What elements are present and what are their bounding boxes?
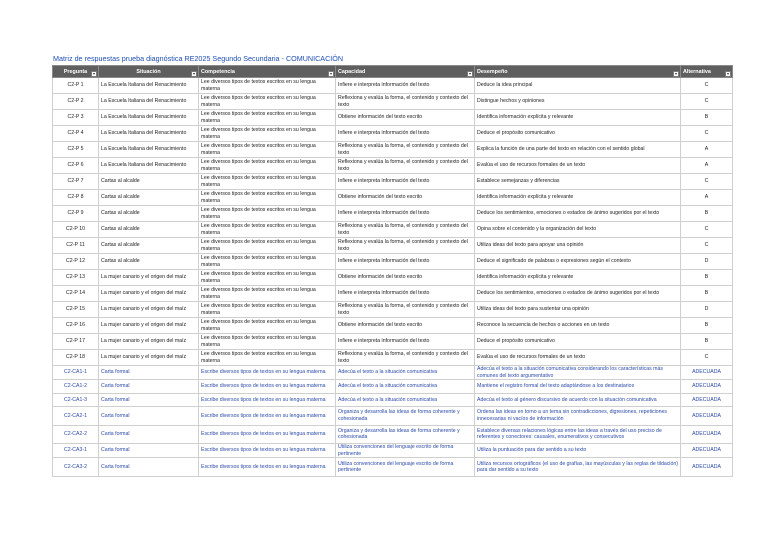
spreadsheet <box>52 52 732 477</box>
situation-cell[interactable]: La Escuela Italiana del Renacimiento <box>99 110 199 126</box>
table-row <box>53 254 733 270</box>
alternativa-cell[interactable]: C <box>681 238 733 254</box>
question-cell[interactable]: C2-CA2-1 <box>53 407 99 426</box>
situation-cell[interactable]: La mujer canario y el origen del maíz <box>99 302 199 318</box>
desempeno-cell[interactable]: Deduce el propósito comunicativo <box>475 334 681 350</box>
alternativa-cell[interactable]: C <box>681 350 733 366</box>
competencia-cell[interactable]: Lee diversos tipos de textos escritos en su lengua materna <box>199 158 336 174</box>
situation-cell[interactable]: La Escuela Italiana del Renacimiento <box>99 78 199 94</box>
table-row <box>53 174 733 190</box>
capacidad-cell[interactable]: Adecúa el texto a la situación comunicativa <box>336 393 475 407</box>
table-row <box>53 158 733 174</box>
table-row <box>53 270 733 286</box>
desempeno-cell[interactable]: Distingue hechos y opiniones <box>475 94 681 110</box>
capacidad-cell[interactable]: Reflexiona y evalúa la forma, el contenido y contexto del texto <box>336 222 475 238</box>
table-body <box>53 78 733 477</box>
competencia-cell[interactable]: Lee diversos tipos de textos escritos en su lengua materna <box>199 126 336 142</box>
competencia-cell[interactable]: Escribe diversos tipos de textos en su lengua materna <box>199 366 336 380</box>
table-row <box>53 126 733 142</box>
table-row <box>53 302 733 318</box>
capacidad-cell[interactable]: Organiza y desarrolla las ideas de forma coherente y cohesionada <box>336 407 475 426</box>
question-cell[interactable]: C2-CA1-1 <box>53 366 99 380</box>
desempeno-cell[interactable]: Deduce el significado de palabras o expresiones según el contexto <box>475 254 681 270</box>
question-cell[interactable]: C2-P 5 <box>53 142 99 158</box>
capacidad-cell[interactable]: Obtiene información del texto escrito <box>336 318 475 334</box>
desempeno-cell[interactable]: Evalúa el uso de recursos formales de un texto <box>475 350 681 366</box>
desempeno-cell[interactable]: Utiliza ideas del texto para sustentar una opinión <box>475 302 681 318</box>
capacidad-cell[interactable]: Reflexiona y evalúa la forma, el contenido y contexto del texto <box>336 302 475 318</box>
table-row <box>53 350 733 366</box>
competencia-cell[interactable]: Lee diversos tipos de textos escritos en su lengua materna <box>199 350 336 366</box>
filter-dropdown-icon[interactable] <box>191 71 197 77</box>
question-cell[interactable]: C2-CA1-2 <box>53 380 99 394</box>
question-cell[interactable]: C2-CA2-2 <box>53 425 99 444</box>
alternativa-cell[interactable]: C <box>681 78 733 94</box>
desempeno-cell[interactable]: Identifica información explícita y relevante <box>475 110 681 126</box>
header-label: Competencia <box>201 68 235 75</box>
header-label: Situación <box>136 68 161 75</box>
desempeno-cell[interactable]: Utiliza ideas del texto para apoyar una opinión <box>475 238 681 254</box>
table-row <box>53 407 733 426</box>
alternativa-cell[interactable]: C <box>681 174 733 190</box>
competencia-cell[interactable]: Lee diversos tipos de textos escritos en su lengua materna <box>199 318 336 334</box>
competencia-cell[interactable]: Lee diversos tipos de textos escritos en su lengua materna <box>199 286 336 302</box>
header-label: Pregunta <box>63 68 88 75</box>
situation-cell[interactable]: La mujer canario y el origen del maíz <box>99 334 199 350</box>
question-cell[interactable]: C2-P 18 <box>53 350 99 366</box>
table-row <box>53 380 733 394</box>
alternativa-cell[interactable]: ADECUADA <box>681 425 733 444</box>
competencia-cell[interactable]: Escribe diversos tipos de textos en su lengua materna <box>199 444 336 458</box>
question-cell[interactable]: C2-P 3 <box>53 110 99 126</box>
competencia-cell[interactable]: Lee diversos tipos de textos escritos en su lengua materna <box>199 222 336 238</box>
question-cell[interactable]: C2-P 15 <box>53 302 99 318</box>
competencia-cell[interactable]: Lee diversos tipos de textos escritos en su lengua materna <box>199 142 336 158</box>
desempeno-cell[interactable]: Opina sobre el contenido y la organización del texto <box>475 222 681 238</box>
filter-dropdown-icon[interactable] <box>467 71 473 77</box>
situation-cell[interactable]: La mujer canario y el origen del maíz <box>99 350 199 366</box>
situation-cell[interactable]: Carta formal <box>99 407 199 426</box>
desempeno-cell[interactable]: Establece semejanzas y diferencias <box>475 174 681 190</box>
situation-cell[interactable]: La Escuela Italiana del Renacimiento <box>99 142 199 158</box>
alternativa-cell[interactable]: A <box>681 190 733 206</box>
desempeno-cell[interactable]: Explica la función de una parte del texto en relación con el sentido global <box>475 142 681 158</box>
capacidad-cell[interactable]: Infiere e interpreta información del texto <box>336 206 475 222</box>
table-row <box>53 222 733 238</box>
situation-cell[interactable]: La Escuela Italiana del Renacimiento <box>99 126 199 142</box>
table-row <box>53 110 733 126</box>
competencia-cell[interactable]: Lee diversos tipos de textos escritos en su lengua materna <box>199 206 336 222</box>
header-desempeno <box>475 66 681 78</box>
alternativa-cell[interactable]: C <box>681 222 733 238</box>
alternativa-cell[interactable]: B <box>681 270 733 286</box>
table-row <box>53 142 733 158</box>
question-cell[interactable]: C2-P 9 <box>53 206 99 222</box>
filter-dropdown-icon[interactable] <box>725 71 731 77</box>
competencia-cell[interactable]: Lee diversos tipos de textos escritos en su lengua materna <box>199 78 336 94</box>
question-cell[interactable]: C2-P 7 <box>53 174 99 190</box>
capacidad-cell[interactable]: Obtiene información del texto escrito <box>336 110 475 126</box>
competencia-cell[interactable]: Lee diversos tipos de textos escritos en su lengua materna <box>199 270 336 286</box>
alternativa-cell[interactable]: ADECUADA <box>681 444 733 458</box>
situation-cell[interactable]: La Escuela Italiana del Renacimiento <box>99 94 199 110</box>
alternativa-cell[interactable]: B <box>681 334 733 350</box>
question-cell[interactable]: C2-P 10 <box>53 222 99 238</box>
situation-cell[interactable]: Carta formal <box>99 458 199 477</box>
capacidad-cell[interactable]: Obtiene información del texto escrito <box>336 270 475 286</box>
header-capacidad <box>336 66 475 78</box>
situation-cell[interactable]: Cartas al alcalde <box>99 174 199 190</box>
competencia-cell[interactable]: Lee diversos tipos de textos escritos en su lengua materna <box>199 334 336 350</box>
capacidad-cell[interactable]: Obtiene información del texto escrito <box>336 190 475 206</box>
capacidad-cell[interactable]: Reflexiona y evalúa la forma, el contenido y contexto del texto <box>336 142 475 158</box>
question-cell[interactable]: C2-P 14 <box>53 286 99 302</box>
situation-cell[interactable]: La mujer canario y el origen del maíz <box>99 286 199 302</box>
table-row <box>53 334 733 350</box>
competencia-cell[interactable]: Lee diversos tipos de textos escritos en su lengua materna <box>199 302 336 318</box>
alternativa-cell[interactable]: ADECUADA <box>681 366 733 380</box>
situation-cell[interactable]: Carta formal <box>99 425 199 444</box>
desempeno-cell[interactable]: Reconoce la secuencia de hechos o acciones en un texto <box>475 318 681 334</box>
question-cell[interactable]: C2-P 4 <box>53 126 99 142</box>
situation-cell[interactable]: Carta formal <box>99 380 199 394</box>
competencia-cell[interactable]: Escribe diversos tipos de textos en su lengua materna <box>199 380 336 394</box>
question-cell[interactable]: C2-P 1 <box>53 78 99 94</box>
competencia-cell[interactable]: Lee diversos tipos de textos escritos en su lengua materna <box>199 190 336 206</box>
situation-cell[interactable]: La Escuela Italiana del Renacimiento <box>99 158 199 174</box>
capacidad-cell[interactable]: Infiere e interpreta información del texto <box>336 174 475 190</box>
capacidad-cell[interactable]: Adecúa el texto a la situación comunicativa <box>336 366 475 380</box>
table-row <box>53 444 733 458</box>
competencia-cell[interactable]: Lee diversos tipos de textos escritos en su lengua materna <box>199 94 336 110</box>
header-pregunta <box>53 66 99 78</box>
alternativa-cell[interactable]: B <box>681 110 733 126</box>
situation-cell[interactable]: Cartas al alcalde <box>99 206 199 222</box>
header-situacion <box>99 66 199 78</box>
sheet-title: Matriz de respuestas prueba diagnóstica RE2025 Segundo Secundaria - COMUNICACIÓN <box>53 54 344 63</box>
desempeno-cell[interactable]: Establece diversas relaciones lógicas entre las ideas a través del uso preciso de referentes y conectores: causales, enumerativos y consecutivos <box>475 425 681 444</box>
alternativa-cell[interactable]: A <box>681 158 733 174</box>
desempeno-cell[interactable]: Deduce el propósito comunicativo <box>475 126 681 142</box>
desempeno-cell[interactable]: Ordena las ideas en torno a un tema sin contradicciones, digresiones, repeticiones innecesarias ni vacíos de información <box>475 407 681 426</box>
table-row <box>53 318 733 334</box>
desempeno-cell[interactable]: Deduce los sentimientos, emociones o estados de ánimo sugeridos por el texto <box>475 286 681 302</box>
desempeno-cell[interactable]: Utiliza recursos ortográficos (el uso de grafías, las mayúsculas y las reglas de tildación) para dar sentido a su texto <box>475 458 681 477</box>
header-label: Capacidad <box>338 68 366 75</box>
situation-cell[interactable]: Carta formal <box>99 393 199 407</box>
alternativa-cell[interactable]: ADECUADA <box>681 458 733 477</box>
capacidad-cell[interactable]: Reflexiona y evalúa la forma, el contenido y contexto del texto <box>336 350 475 366</box>
capacidad-cell[interactable]: Organiza y desarrolla las ideas de forma coherente y cohesionada <box>336 425 475 444</box>
competencia-cell[interactable]: Escribe diversos tipos de textos en su lengua materna <box>199 458 336 477</box>
table-row <box>53 190 733 206</box>
situation-cell[interactable]: Cartas al alcalde <box>99 254 199 270</box>
capacidad-cell[interactable]: Reflexiona y evalúa la forma, el contenido y contexto del texto <box>336 94 475 110</box>
filter-dropdown-icon[interactable] <box>91 71 97 77</box>
table-row <box>53 366 733 380</box>
alternativa-cell[interactable]: C <box>681 94 733 110</box>
question-cell[interactable]: C2-P 17 <box>53 334 99 350</box>
table-row <box>53 238 733 254</box>
question-cell[interactable]: C2-P 2 <box>53 94 99 110</box>
capacidad-cell[interactable]: Infiere e interpreta información del texto <box>336 126 475 142</box>
desempeno-cell[interactable]: Evalúa el uso de recursos formales de un texto <box>475 158 681 174</box>
question-cell[interactable]: C2-P 13 <box>53 270 99 286</box>
desempeno-cell[interactable]: Identifica información explícita y relevante <box>475 270 681 286</box>
situation-cell[interactable]: Cartas al alcalde <box>99 190 199 206</box>
capacidad-cell[interactable]: Infiere e interpreta información del texto <box>336 254 475 270</box>
header-row <box>53 66 733 78</box>
situation-cell[interactable]: Cartas al alcalde <box>99 238 199 254</box>
table-row <box>53 94 733 110</box>
alternativa-cell[interactable]: D <box>681 302 733 318</box>
competencia-cell[interactable]: Lee diversos tipos de textos escritos en su lengua materna <box>199 110 336 126</box>
competencia-cell[interactable]: Escribe diversos tipos de textos en su lengua materna <box>199 407 336 426</box>
capacidad-cell[interactable]: Reflexiona y evalúa la forma, el contenido y contexto del texto <box>336 158 475 174</box>
capacidad-cell[interactable]: Infiere e interpreta información del texto <box>336 78 475 94</box>
situation-cell[interactable]: Cartas al alcalde <box>99 222 199 238</box>
capacidad-cell[interactable]: Adecúa el texto a la situación comunicativa <box>336 380 475 394</box>
situation-cell[interactable]: La mujer canario y el origen del maíz <box>99 318 199 334</box>
alternativa-cell[interactable]: ADECUADA <box>681 393 733 407</box>
table-row <box>53 425 733 444</box>
desempeno-cell[interactable]: Adecúa el texto al género discursivo de acuerdo con la situación comunicativa <box>475 393 681 407</box>
header-competencia <box>199 66 336 78</box>
filter-dropdown-icon[interactable] <box>328 71 334 77</box>
header-label: Desempeño <box>477 68 508 75</box>
alternativa-cell[interactable]: A <box>681 142 733 158</box>
capacidad-cell[interactable]: Utiliza convenciones del lenguaje escrito de forma pertinente <box>336 444 475 458</box>
alternativa-cell[interactable]: ADECUADA <box>681 407 733 426</box>
table-row <box>53 393 733 407</box>
capacidad-cell[interactable]: Infiere e interpreta información del texto <box>336 286 475 302</box>
question-cell[interactable]: C2-CA1-3 <box>53 393 99 407</box>
question-cell[interactable]: C2-P 6 <box>53 158 99 174</box>
competencia-cell[interactable]: Escribe diversos tipos de textos en su lengua materna <box>199 393 336 407</box>
table-row <box>53 206 733 222</box>
answer-matrix-table <box>52 65 733 477</box>
competencia-cell[interactable]: Escribe diversos tipos de textos en su lengua materna <box>199 425 336 444</box>
desempeno-cell[interactable]: Deduce los sentimientos, emociones o estados de ánimo sugeridos por el texto <box>475 206 681 222</box>
alternativa-cell[interactable]: ADECUADA <box>681 380 733 394</box>
question-cell[interactable]: C2-CA3-2 <box>53 458 99 477</box>
desempeno-cell[interactable]: Identifica información explícita y relevante <box>475 190 681 206</box>
competencia-cell[interactable]: Lee diversos tipos de textos escritos en su lengua materna <box>199 254 336 270</box>
situation-cell[interactable]: La mujer canario y el origen del maíz <box>99 270 199 286</box>
header-label: Alternativa <box>683 68 711 75</box>
desempeno-cell[interactable]: Adecúa el texto a la situación comunicativa considerando los características más comunes del texto argumentativo <box>475 366 681 380</box>
question-cell[interactable]: C2-P 16 <box>53 318 99 334</box>
situation-cell[interactable]: Carta formal <box>99 444 199 458</box>
capacidad-cell[interactable]: Infiere e interpreta información del texto <box>336 334 475 350</box>
question-cell[interactable]: C2-CA3-1 <box>53 444 99 458</box>
desempeno-cell[interactable]: Mantiene el registro formal del texto adaptándose a los destinatarios <box>475 380 681 394</box>
competencia-cell[interactable]: Lee diversos tipos de textos escritos en su lengua materna <box>199 174 336 190</box>
competencia-cell[interactable]: Lee diversos tipos de textos escritos en su lengua materna <box>199 238 336 254</box>
table-row <box>53 458 733 477</box>
alternativa-cell[interactable]: B <box>681 206 733 222</box>
filter-dropdown-icon[interactable] <box>673 71 679 77</box>
capacidad-cell[interactable]: Utiliza convenciones del lenguaje escrito de forma pertinente <box>336 458 475 477</box>
alternativa-cell[interactable]: C <box>681 126 733 142</box>
question-cell[interactable]: C2-P 8 <box>53 190 99 206</box>
alternativa-cell[interactable]: B <box>681 286 733 302</box>
desempeno-cell[interactable]: Deduce la idea principal <box>475 78 681 94</box>
table-row <box>53 78 733 94</box>
capacidad-cell[interactable]: Reflexiona y evalúa la forma, el contenido y contexto del texto <box>336 238 475 254</box>
question-cell[interactable]: C2-P 11 <box>53 238 99 254</box>
table-row <box>53 286 733 302</box>
desempeno-cell[interactable]: Utiliza la puntuación para dar sentido a su texto <box>475 444 681 458</box>
situation-cell[interactable]: Carta formal <box>99 366 199 380</box>
alternativa-cell[interactable]: D <box>681 254 733 270</box>
alternativa-cell[interactable]: B <box>681 318 733 334</box>
question-cell[interactable]: C2-P 12 <box>53 254 99 270</box>
header-alternativa <box>681 66 733 78</box>
